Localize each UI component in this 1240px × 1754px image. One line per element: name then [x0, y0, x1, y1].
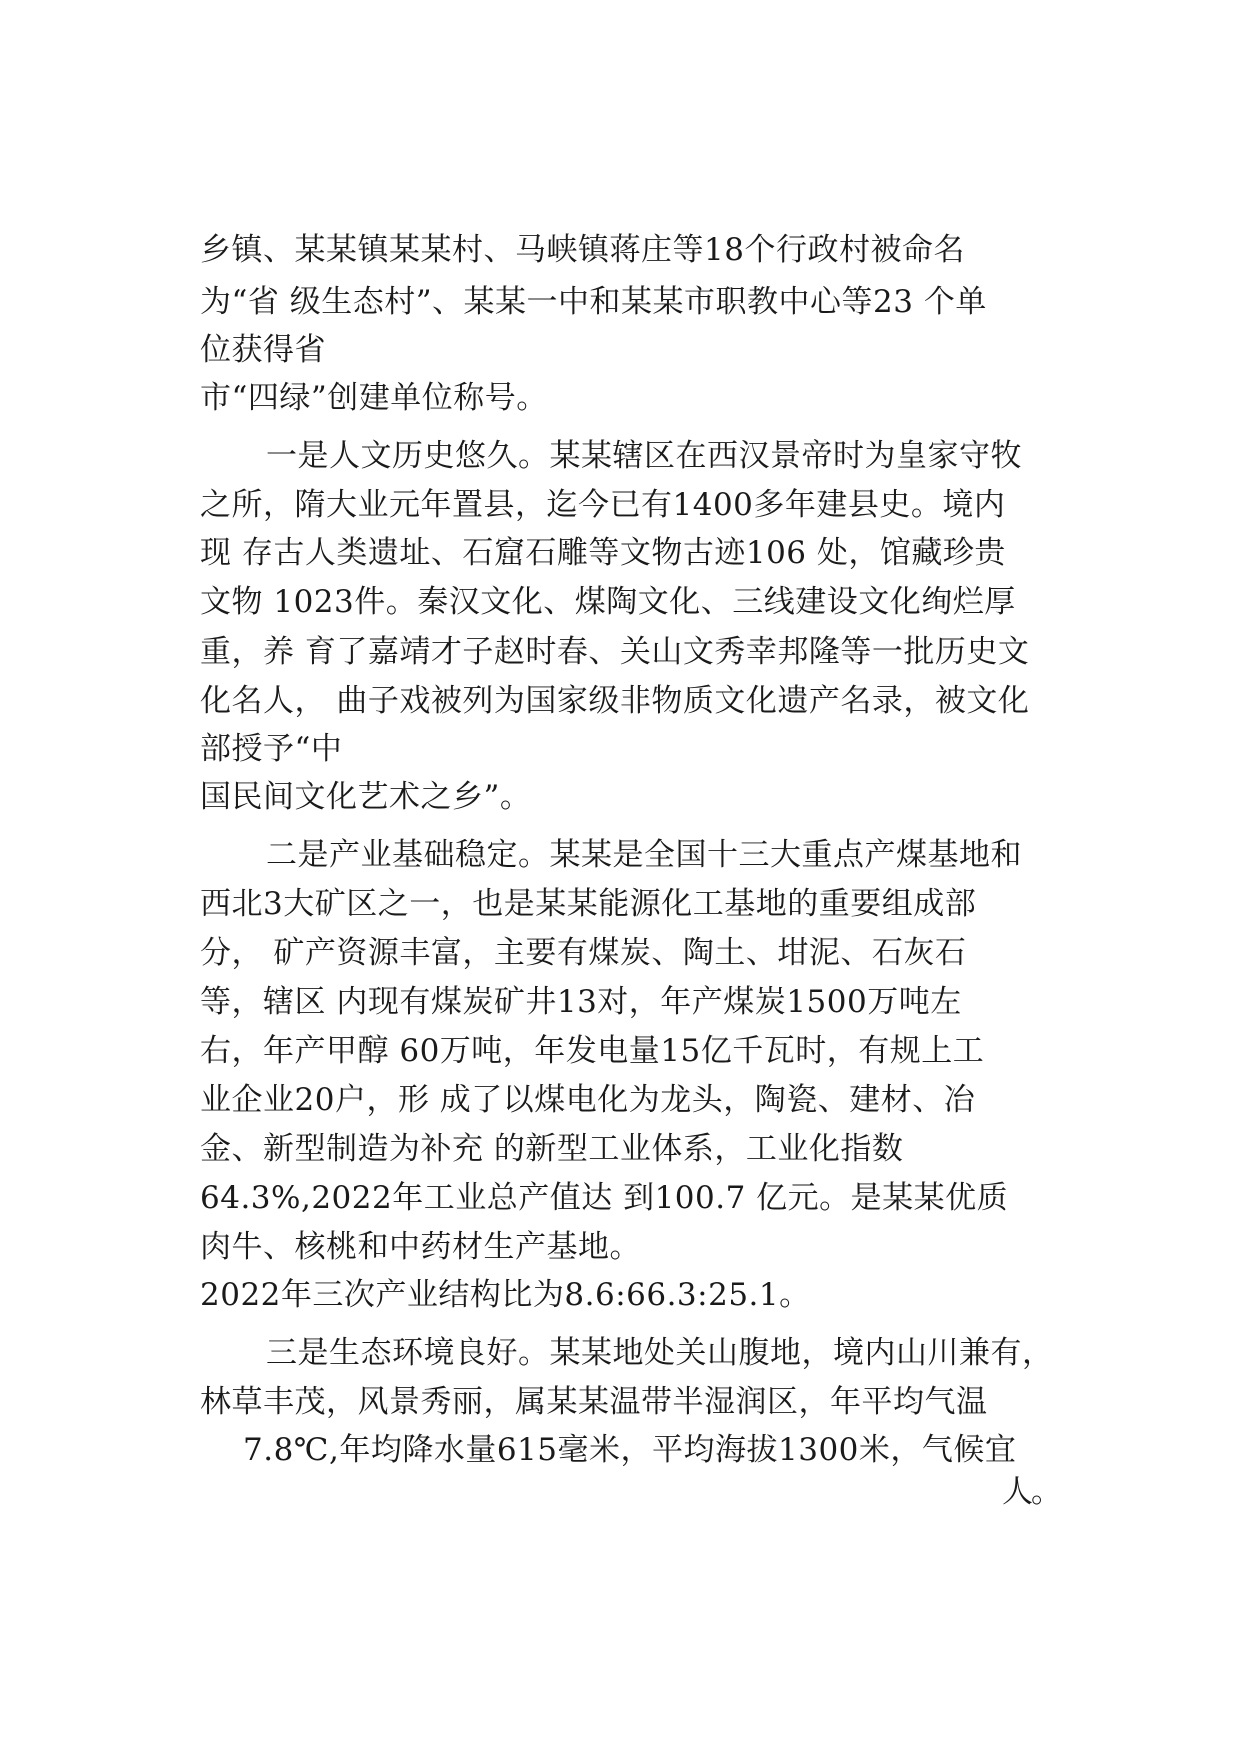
- text-line: 文物 1023件。秦汉文化、煤陶文化、三线建设文化绚烂厚: [200, 584, 1016, 620]
- text-line: 业企业20户，形 成了以煤电化为龙头，陶瓷、建材、冶: [200, 1082, 976, 1118]
- paragraph-first-line: 二是产业基础稳定。某某是全国十三大重点产煤基地和: [266, 837, 1022, 873]
- text-line: 乡镇、某某镇某某村、马峡镇蒋庄等18个行政村被命名: [200, 232, 965, 268]
- text-line: 位获得省: [200, 332, 326, 368]
- text-line: 为“省 级生态村”、某某一中和某某市职教中心等23 个单: [200, 284, 987, 320]
- paragraph-first-line: 一是人文历史悠久。某某辖区在西汉景帝时为皇家守牧: [266, 438, 1022, 474]
- text-line: 化名人， 曲子戏被列为国家级非物质文化遗产名录，被文化: [200, 683, 1030, 719]
- text-line: 市“四绿”创建单位称号。: [200, 380, 548, 416]
- text-line: 现 存古人类遗址、石窟石雕等文物古迹106 处，馆藏珍贵: [200, 535, 1006, 571]
- text-line: 肉牛、核桃和中药材生产基地。: [200, 1229, 641, 1265]
- text-line: 林草丰茂，风景秀丽，属某某温带半湿润区，年平均气温: [200, 1384, 988, 1420]
- text-line: 分， 矿产资源丰富，主要有煤炭、陶土、坩泥、石灰石: [200, 935, 967, 971]
- paragraph-first-line: 三是生态环境良好。某某地处关山腹地，境内山川兼有，: [266, 1335, 1054, 1371]
- text-line: 2022年三次产业结构比为8.6:66.3:25.1。: [200, 1277, 811, 1313]
- text-line: 人。: [1002, 1474, 1060, 1510]
- text-line: 之所，隋大业元年置县，迄今已有1400多年建县史。境内: [200, 487, 1006, 523]
- text-line: 金、新型制造为补充 的新型工业体系，工业化指数: [200, 1131, 904, 1167]
- text-line: 右，年产甲醇 60万吨，年发电量15亿千瓦时，有规上工: [200, 1033, 985, 1069]
- text-line: 7.8℃,年均降水量615毫米，平均海拔1300米，气候宜: [243, 1432, 1017, 1468]
- text-line: 等，辖区 内现有煤炭矿井13对，年产煤炭1500万吨左: [200, 984, 962, 1020]
- text-line: 重，养 育了嘉靖才子赵时春、关山文秀幸邦隆等一批历史文: [200, 634, 1030, 670]
- text-line: 部授予“中: [200, 731, 343, 767]
- text-line: 64.3%,2022年工业总产值达 到100.7 亿元。是某某优质: [200, 1180, 1009, 1216]
- text-line: 西北3大矿区之一，也是某某能源化工基地的重要组成部: [200, 886, 977, 922]
- text-line: 国民间文化艺术之乡”。: [200, 779, 532, 815]
